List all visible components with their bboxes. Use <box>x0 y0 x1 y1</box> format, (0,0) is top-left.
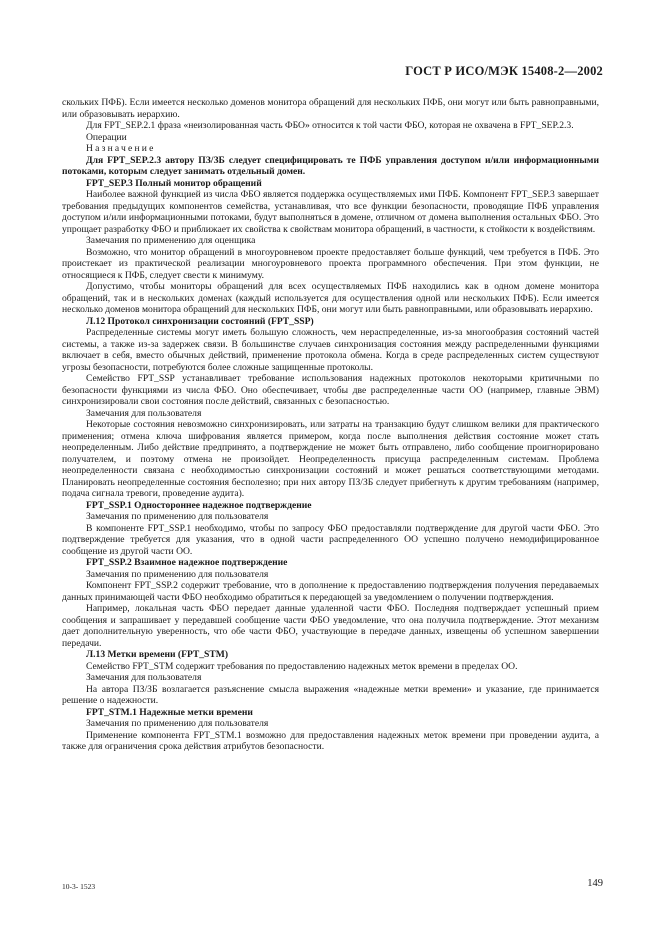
paragraph: скольких ПФБ). Если имеется несколько доменов монитора обращений для нескольких ПФБ, они могут или быть равноправными, или образовывать иерархию. <box>62 97 599 120</box>
paragraph: Например, локальная часть ФБО передает данные удаленной части ФБО. Последняя подтверждает успешный прием сообщения и запрашивает у передавшей сообщение части ФБО уведомление, что она получила подтверждение. Этот механизм дает дополнительную уверенность, что обе части ФБО, участвующие в передаче данных, извещены об успешном завершении передачи. <box>62 603 599 649</box>
paragraph: Назначение <box>86 143 156 154</box>
section-heading: FPT_STM.1 Надежные метки времени <box>86 706 253 718</box>
paragraph: Возможно, что монитор обращений в многоуровневом проекте предоставляет больше функций, чем требуется в ПФБ. Это проистекает из практической реализации многоуровневого проекта программного обеспечения. При этом функции, не относящиеся к ПФБ, следует свести к минимуму. <box>62 246 599 281</box>
document-title: ГОСТ Р ИСО/МЭК 15408-2—2002 <box>405 64 603 78</box>
document-body <box>62 97 599 753</box>
paragraph: Операции <box>86 131 127 143</box>
section-heading: FPT_SEP.3 Полный монитор обращений <box>86 177 262 189</box>
paragraph: Применение компонента FPT_STM.1 возможно для предоставления надежных меток времени при проведении аудита, а также для ограничения срока действия атрибутов безопасности. <box>62 729 599 752</box>
section-heading: Л.12 Протокол синхронизации состояний (FPT_SSP) <box>86 315 314 327</box>
print-mark: 10-3- 1523 <box>62 882 96 891</box>
paragraph: Семейство FPT_SSP устанавливает требование использования надежных протоколов некоторыми критичными по безопасности функциями из числа ФБО. Оно обеспечивает, чтобы две распределенные части ОО (например, главные ЭВМ) синхронизировали свои состояния после действий, связанных с безопасностью. <box>62 373 599 407</box>
paragraph: Распределенные системы могут иметь большую сложность, чем нераспределенные, из-за многообразия состояний частей системы, а также из-за задержек связи. В большинстве случаев синхронизация состояния между распределенными функциями включает в себя, вместо обычных действий, применение протокола обмена. Когда в среде распределенных систем существуют угрозы безопасности, потребуются более сложные защищенные протоколы. <box>62 327 599 373</box>
section-heading: FPT_SSP.1 Одностороннее надежное подтверждение <box>86 499 312 511</box>
paragraph: Замечания по применению для оценщика <box>86 235 256 246</box>
paragraph: Компонент FPT_SSP.2 содержит требование, что в дополнение к предоставлению подтверждения получения передаваемых данных принимающей части ФБО необходимо обратиться к передающей за уведомлением о получении подтверждения. <box>62 580 599 603</box>
paragraph: Семейство FPT_STM содержит требования по предоставлению надежных меток времени в пределах ОО. <box>86 660 518 672</box>
paragraph: Замечания по применению для пользователя <box>86 568 269 580</box>
paragraph: На автора ПЗ/ЗБ возлагается разъяснение смысла выражения «надежные метки времени» и указание, где принимается решение о надежности. <box>62 683 599 706</box>
section-heading: FPT_SSP.2 Взаимное надежное подтверждение <box>86 557 288 568</box>
paragraph: Замечания для пользователя <box>86 407 202 419</box>
paragraph: Наиболее важной функцией из числа ФБО является поддержка осуществляемых ими ПФБ. Компонент FPT_SEP.3 завершает требования предыдущих компонентов семейства, устанавливая, что все функции безопасности, проводящие ПФБ управления доступом и/или информационными потоками, будут выполняться в домене, отличном от домена выполнения остальных ФБО. Это упрощает разработку ФБО и приближает их свойства к свойствам монитора обращений, в частности, к стойкости к воздействиям. <box>62 189 599 235</box>
paragraph: Замечания по применению для пользователя <box>86 718 269 729</box>
paragraph: Для FPT_SEP.2.3 автору ПЗ/ЗБ следует специфицировать те ПФБ управления доступом и/или информационными потоками, которым следует занимать отдельный домен. <box>62 154 599 177</box>
paragraph: Замечания для пользователя <box>86 672 202 683</box>
page-number: 149 <box>587 878 603 889</box>
paragraph: Некоторые состояния невозможно синхронизировать, или затраты на транзакцию будут слишком велики для практического применения; отмена ключа шифрования является примером, когда после выполнения действия состояние может стать неопределенным. Либо действие предпринято, а подтверждение не может быть отправлено, либо сообщение проигнорировано получателем, и поэтому отмена не произойдет. Неопределенность присуща распределенным системам. Проблема неопределенности связана с необходимостью синхронизации состояний и может решаться соответствующими методами. Планировать неопределенные состояния бесполезно; при них автору ПЗ/ЗБ следует прибегнуть к другим требованиям (например, подача сигнала тревоги, проведение аудита). <box>62 419 599 499</box>
paragraph: Для FPT_SEP.2.1 фраза «неизолированная часть ФБО» относится к той части ФБО, которая не охвачена в FPT_SEP.2.3. <box>86 120 574 131</box>
section-heading: Л.13 Метки времени (FPT_STM) <box>86 649 229 660</box>
paragraph: Допустимо, чтобы мониторы обращений для всех осуществляемых ПФБ находились как в одном домене монитора обращений, так и в нескольких доменах (каждый используется для осуществления одной или нескольких ПФБ). Если имеется несколько доменов монитора обращений для нескольких ПФБ, они могут или быть равноправными, или образовывать иерархию. <box>62 281 599 315</box>
paragraph: Замечания по применению для пользователя <box>86 511 269 522</box>
paragraph: В компоненте FPT_SSP.1 необходимо, чтобы по запросу ФБО предоставляли подтверждение для другой части ФБО. Это подтверждение требуется для указания, что в одной части распределенного ОО успешно получено немодифицированное сообщение из другой части ОО. <box>62 522 599 557</box>
